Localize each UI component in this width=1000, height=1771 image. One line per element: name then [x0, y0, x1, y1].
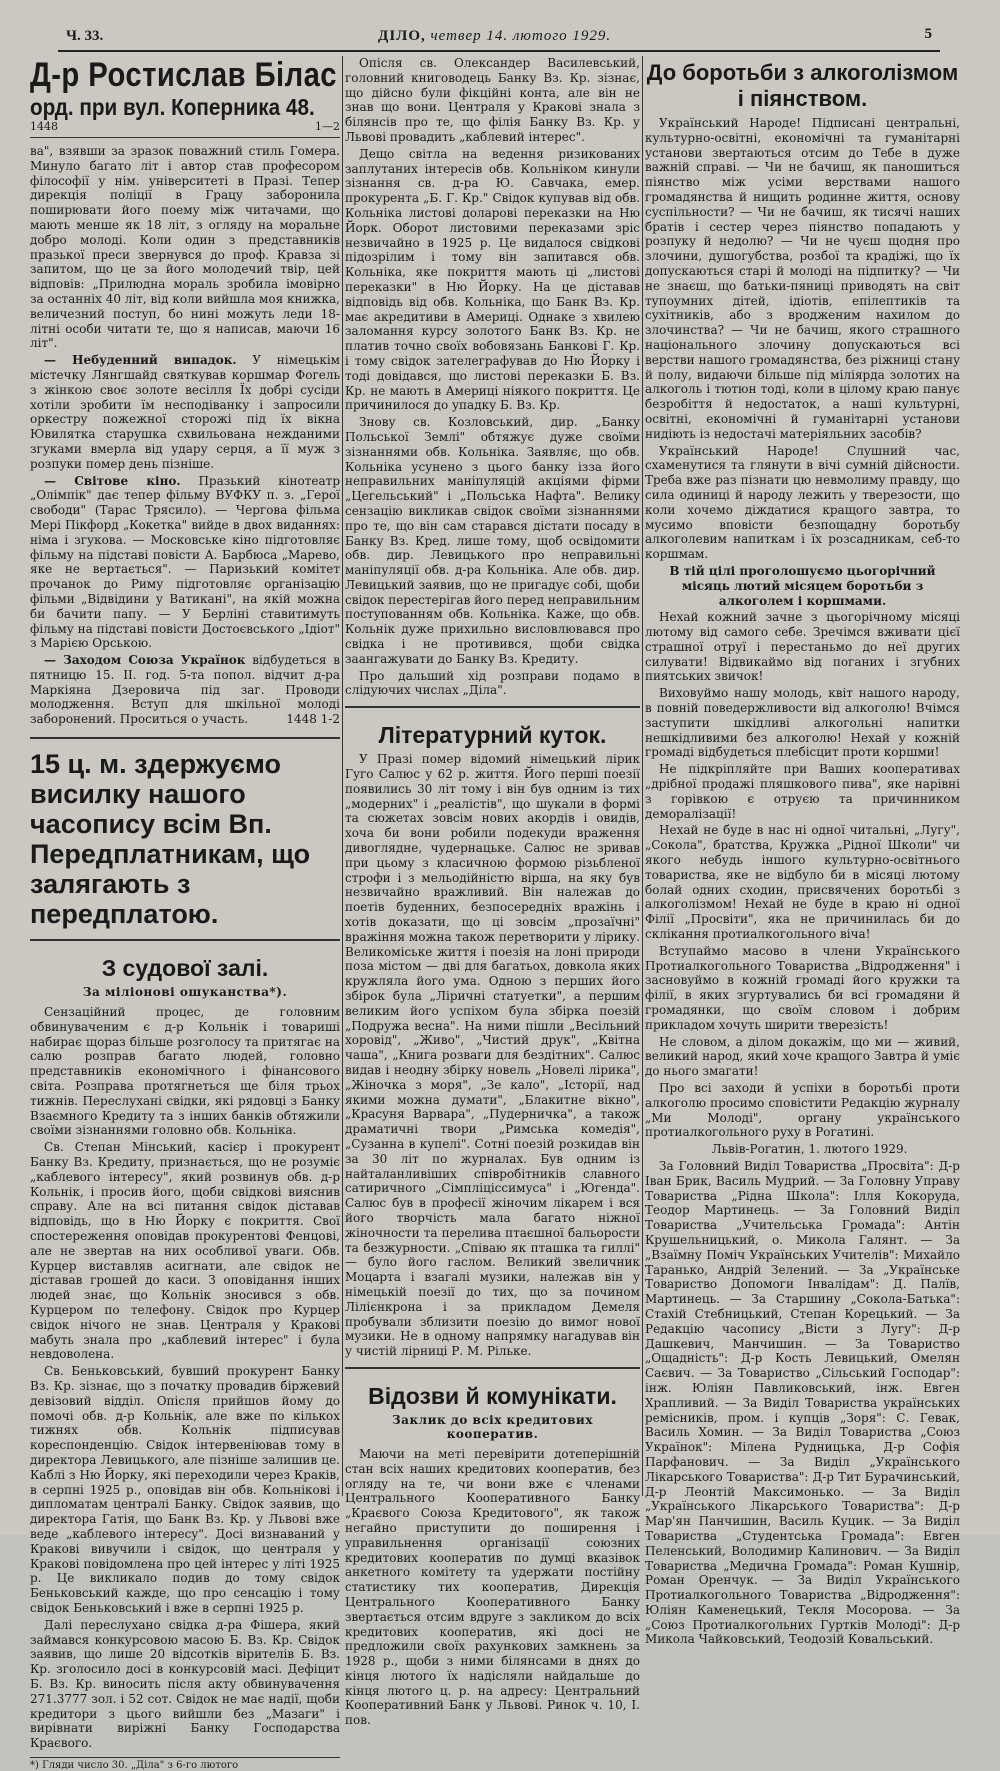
column-rule [642, 56, 643, 1496]
ad-address: орд. при вул. Коперника 48. [30, 94, 315, 120]
section-title: З судової залі. [101, 955, 269, 982]
ad-number: 1448 [30, 120, 58, 133]
column-rule [342, 56, 343, 1496]
news-lead: — Заходом Союза Українок [44, 653, 246, 668]
article-text: Не словом, а ділом докажім, що ми — живий, великий народ, який хоче кращого Завтра й уміє до нього змагати! [645, 1034, 960, 1079]
article-text: Дещо світла на ведення ризикованих заплутаних інтересів обв. Кольніком кинули зізнання св. д-ра Ю. Савчака, емер. прокурента „Б. Г. Кр." Свідок купував від обв. Кольніка листові доларові переказки на Ню Йорк. Оборот листовими переказами зріс незвичайно в 1925 р. Це видалося свідкові підозрілим і тому він запитався обв. Кольніка, яке покриття мають ці „листові переказки" в Ню Йорку. На це діставав відповідь від обв. Кольніка, що Банк Вз. Кр. має акредитиви в Америці. Однаке з хвилею заломання курсу золотого Банк Вз. Кр. не платив точно своїх вобовязань Банкові Г. Кр. і тому свідок зателеграфував до Ню Йорку і тоді довідався, що листові переказки Б. Вз. Кр. не мають в Америці ніякого покриття. Це причинилося до упадку Б. Вз. Кр. [345, 146, 640, 413]
news-lead: — Світове кіно. [44, 473, 181, 488]
article-text: Український Народе! Підписані центральні, культурно-освітні, економічні та гуманітарні установи звертаються отсим до Тебе в дуже важній справі. — Чи не бачиш, як паношиться піянство між усіми верствами нашого громадянства й нищить родинне життя, основу суспільности? — Чи не бачиш, як тисячі наших братів і сестер через піянство попадають у розпуку й недолю? — Чи не чуєш щодня про злочини, душогубства, розбої та крадіжі, що їх допускаються старі й молоді на підпитку? — Чи не знаєш, що батьки-пяниці приводять на світ тупоумних дітей, ідіотів, епілептиків та сухітників, або з вродженим нахилом до злочинства? — Чи не бачиш, якого страшного національного злочину допускаються всі верстви нашого громадянства, без ріжниці стану й полу, видаючи більше під міліярда золотих на алкоголь і тютюн тоді, коли в цілому краю панує безробіття й недостаток, а наші культурні, освітні, економічні й гуманітарні установи нидіють із недостачі матеріяльних засобів? [645, 116, 960, 441]
article-text: Св. Беньковський, бувший прокурент Банку Вз. Кр. зізнає, що з початку провадив біржевий девізовий відділ. Опісля прийшов йому до помочі обв. д-р Кольнік, але вже по кількох тижнях обв. Кольнік підписував кореспонденцію. Свідок інтервеніював тому в директора Левицького, але пізніше залишив це. Каблі з Ню Йорку, які переходили через Краків, в серпні 1925 р., оповідав він обв. Кольнікові і дипломатам централі Банку. Свідок заявив, що директора Гатія, що Банк Вз. Кр. у Львові вже веде „каблевого інтересу". Досі визнаваний у Кракові вивучили і свідок, що централя у Кракові повідомлена про цей інтерес у літі 1925 р. Це викликало подив до тому свідок Беньковський кажде, що про сенсацію і тому свідок Беньковський і вже в серпні 1925 р. [30, 1364, 340, 1615]
issue-number: Ч. 33. [66, 28, 104, 44]
article-text: Маючи на меті перевірити дотеперішній стан всіх наших кредитових кооператив, без огляду на те, чи вони вже є членами Центрального Кооперативного Банку „Краєвого Союза Кредитового", як також негайно приступити до поширення і управильнення організації союзних кредитових кооператив по думці вказівок анкетного комітету та удержати постійну статистику тих кооператив, Дирекція Центрального Кооперативного Банку звертається отсим вдруге з закликом до всіх кредитових кооператив, які досі не предложили своїх рахункових замкнень за 1928 р., щоби з ними білянсами в днях до кінця лютого їх надісляли найдальше до кінця лютого ц. р. на адресу: Центральний Кооперативний Банк у Львові. Ринок ч. 10, I. пов. [345, 1446, 640, 1728]
article-text: Знову св. Козловський, дир. „Банку Польської Землі" обтяжує дуже своїми зізнаннями обв. Кольніка. Заявляє, що обв. Кольніка усунено з цього банку ізза його неправильних маніпуляцій акціями фірми „Цегельський" і „Польська Нафта". Велику сензацію викликав свідок своїми зізнаннями про те, що він сам старався дістати посаду в Банку Вз. Кред. лише тому, щоб освідомити обв. дир. Левицького про неправильні маніпуляції обв. д-ра Кольніка. Але обв. дир. Левицький заявив, що не пригадує собі, щоби свідок перестерігав його перед неправильним поступованням обв. Кольніка. Каже, що обв. Кольнік дуже прихильно висловлювався про свідка і не противився, щоби свідка заангажувати до Банку Вз. Кредиту. [345, 415, 640, 666]
article-text: Український Народе! Слушний час, схаменутися та глянути в вічі сумній дійсности. Треба вже раз пізнати цю невмолиму правду, що сила одиниці й народу лежить у тверезости, що коли хочемо діждатися кращого завтра, то мусимо вповісти безпощадну боротьбу алкоголевим напиткам і їх розсадникам, себ-то коршмам. [645, 443, 960, 562]
news-text: Празький кінотеатр „Олімпік" дає тепер фільму ВУФКУ п. з. „Герої свободи" (Тарас Трясило). — Чергова фільма Мері Пікфорд „Кокетка" вийде в двох виданнях: німа і згукова. — Московське кіно підготовляє фільму на підставі повісти А. Барбюса „Марево, яке не вертається". — Паризький комітет прочанок до Риму підготовляє організацію фільми „Відвідини у Ватикані", на якій можна би бачити папу. — У Берліні ставитимуть фільму на підставі повісти Достоєвського „Ідіот" з Марією Орською. [30, 473, 340, 651]
article-text: Про дальший хід розправи подамо в слідуючих числах „Діла". [345, 668, 640, 698]
news-text: відбудеться в пятницю 15. II. год. 5-та попол. відчит д-ра Маркіяна Дзеровича під заг. Проводи молодження. Вступ для шкільної молоді заборонений. Проситься о участь. [30, 653, 340, 727]
section-title: До боротьби з алкоголізмом і піянством. [646, 60, 959, 111]
page-header [58, 24, 940, 52]
signatures: За Головний Виділ Товариства „Просвіта": Д-р Іван Брик, Василь Мудрий. — За Головну Управу Товариства „Рідна Школа": Ілля Кокоруда, Теодор Мартинець. — За Головний Виділ Товариства „Учительська Громада": Антін Крушельницький, о. Микола Галянт. — За „Взаїмну Поміч Українських Учителів": Михайло Таранько, Андрій Зелений. — За „Українське Товариство Допомоги Інвалідам": Д. Палїв, Мартинець. — За Старшину „Сокола-Батька": Стахій Стебницький, Степан Корецький. — За Редакцію часопису „Вісти з Лугу": Д-р Дашкевич, Манчишин. — За Товариство „Ощадність": Д-р Кость Левицький, Омелян Саєвич. — За Товариство „Сільський Господар": інж. Юліян Павликовський, інж. Евген Храпливий. — За Виділ Товариства українських ремісників, пром. і купців „Зоря": С. Гевак, Василь Хомин. — За Виділ Товариства „Союз Українок": Мілена Рудницька, Д-р Софія Парфанович. — За Виділ „Українського Лікарського Товариства": Д-р Тит Бурачинський, Д-р Леонтій Максимонько. — За Виділ „Українського Лікарського Товариства": Д-р Мар'ян Панчишин, Василь Куцик. — За Виділ Товариства „Студентська Громада": Евген Пеленський, Володимир Калинович. — За Виділ Товариства „Медична Громада": Роман Кушнір, Роман Оренчук. — За Виділ Українського Протиалкогольного Товариства „Відродження": Юліян Каменецький, Текля Мосорова. — За „Союз Протиалкогольних Гуртків Молоді": Д-р Микола Чайковський, Теодозій Ковальський. [645, 1158, 960, 1647]
article-text: Далі переслухано свідка д-ра Фішера, який займався конкурсовою масою Б. Вз. Кр. Свідок заявив, що лише 20 відсотків вірителів Б. Вз. Кр. зголосило досі в конкурсовій масі. Дефіцит Б. Вз. Кр. виносить після акту обвинувачення 271.3777 зол. і 52 сот. Свідок не має надії, щоби кредитори з цього вийшли без „Мазаги" і вирівнати виріжні Банку Господарства Краєвого. [30, 1617, 340, 1751]
subscription-notice: 15 ц. м. здержуємо висилку нашого часопису всім Вп. Передплатникам, що залягають з передплатою. [30, 737, 340, 941]
article-text: Опісля св. Олександер Василевський, головний книговодець Банку Вз. Кр. зізнає, що дійсно були фікційні конта, але він не знав що вони. Централя у Кракові знала з білянсів про те, що філія Банку Вз. Кр. у Львові провадить „каблевий інтерес". [345, 56, 640, 144]
section-subtitle: Заклик до всіх кредитових кооператив. [392, 1412, 593, 1441]
article-text: ва", взявши за зразок поважний стиль Гомера. Минуло багато літ і автор став професором філософії у нім. університеті в Празі. Тепер дирекція поліції в Грацу заборонила поширювати його поему між читачами, що мають менше як 18 літ, з огляду на моральне добро молоді. Коли один з представників празької преси звернувся до проф. Кравза зі запитом, що це за його молодечий твір, цей відповів: „Прилюдна мораль зробила імовірно за останніх 40 літ, від коли вийшла моя книжка, величезний поступ, бо нині можуть леди 18-літні особи читати те, що я написав, маючи 16 літ". [30, 144, 340, 351]
ad-number: 1448 1-2 [286, 712, 340, 727]
masthead-date: ДІЛО, четвер 14. лютого 1929. [378, 28, 612, 44]
article-highlight: В тій цілі проголошуємо цьогорічний місяць лютий місяцем боротьби з алкоголем і коршмами. [669, 563, 936, 608]
section-subtitle: За міліонові ошуканства*). [82, 985, 288, 1000]
article-text: Св. Степан Мінський, касієр і прокурент Банку Вз. Кредиту, признається, що не розуміє „каблевого інтересу", який розвинув обв. д-р Кольнік, і просив його, щоби свідкові вияснив справу. Але на всі питання свідок діставав відповідь, що в Ню Йорку є покриття. Свої спостереження оповідав прокурентові Фенцові, але не звертав на них особливої уваги. Обв. Курцер виставляв асигнати, але свідок не діставав грошей до каси. З оповідання інших людей знає, що Кольнік зносився з обв. Курцером по телефону. Свідок про Курцер свідок нічого не знав. Централя у Кракові мабуть знала про „каблевий інтерес" і була невдоволена. [30, 1140, 340, 1362]
article-text: Про всі заходи й успіхи в боротьбі проти алкоголю просимо сповістити Редакцію журналу „Ми Молоді", органу українського протиалкогольного руху в Рогатині. [645, 1081, 960, 1140]
article-text: Нехай не буде в нас ні одної читальні, „Лугу", „Сокола", братства, Кружка „Рідної Школи" чи якого небудь іншого культурно-освітнього товариства, яке не відбуло би в місяці лютому болай одних сходин, присвячених боротьбі з алкоголізмом! Нехай не буде в краю ні одної Філії „Просвіти", яка не причинилась би до склікання протиалкогольного віча! [645, 823, 960, 942]
section-title: Літературний куток. [378, 722, 607, 749]
article-text: Нехай кожний зачне з цьогорічному місяці лютому від самого себе. Зречімся вживати цієї страшної отруї і перестаньмо до неї других силувати! Відвикаймо від поганих і згубних пиятських звичок! [645, 610, 960, 684]
column-1 [30, 56, 340, 1771]
ad-count: 1—2 [315, 120, 340, 133]
article-text: У Празі помер відомий німецький лірик Гуго Салюс у 62 р. життя. Його перші поезії появились 30 літ тому і він був одним із тих „модерних" і „реалістів", що шукали в формі та сюжетах зовсім нових акордів і овидів, хоча би вони робили подекуди враження дивоглядне, чудернацьке. Салюс не зривав при цьому з класичною формою різьбленої строфи і з мельодійністю вірша, на яку був незвичайно вражливий. Він належав до поетів буденних, безпосередніх вражінь і хотів доказати, що ці зовсім „прозаїчні" вражіння можна також перетворити у лірику. Великоміське життя і поезія на лоні природи поза містом — дві для багатьох, довкола яких кружляла його ума. Одною з перших його збірок була „Ліричні статуетки", а першим великим його успіхом була збірка поезій „Подружа весна". На ними пішли „Весільний хоровід", „Живо", „Чистий друк", „Квітна чаша", „Книга розваги для бездітних". Салюс видав і неодну збірку новель „Новелі лірика", „Жіночка з моря", „Зе кало", „Історії, над якими можна думати", „Блакитне вікно", „Красуня Варвара", „Пудерничка", а також драматичні твори „Римська комедія", „Сузанна в купелі". Сотні поезій розкидав він за 30 літ по журналах. Був одним із найталанливіших співробітників славного сатиричного „Сімпліціссимуса" і „Югенда". Салюс був в професії жіночим лікарем і вся його творчість мала багато ніжної жіночности та перелива птаєшної бальорости та безжурности. „Співаю як пташка та гиллі" — було його гаслом. Великий звеличник Моцарта і взагалі музики, належав він у німецькій поезії до тих, що за почином Лілієнкрона і за прикладом Демеля пробували зблизити поезію до вимог нової музики. Не в одному напрямку нагадував він у чистій лірниці Р. М. Рільке. [345, 752, 640, 1359]
news-lead: — Небуденний випадок. [44, 353, 237, 368]
article-text: Не підкріпляйте при Ваших кооперативах „дрібної продажі пляшкового пива", яке нарівні з горівкою є отруєю та причинником деморалізації! [645, 762, 960, 821]
ad-doctor-name: Д-р Ростислав Білас [30, 56, 337, 94]
news-text: У німецькім містечку Лянгшайд святкував коршмар Фогель з жінкою своє золоте весілля Їх добрі сусіди хотіли зробити їм несподіванку і запросили оркестру пожежної сторожі під їх вікна Ювилятка старушка схвильована нежданими згуками вмерла від удару серця, а її муж з розпуки помер день пізніше. [30, 353, 340, 471]
place-date: Львів-Рогатин, 1. лютого 1929. [711, 1142, 908, 1157]
column-3 [645, 56, 960, 1647]
column-2 [345, 56, 640, 1728]
article-text: Виховуймо нашу молодь, квіт нашого народу, в повній поведержливости від алкоголю! Вчімся заступити шкідливі алкогольні напитки нешкідливими без алкоголю! Нехай у кожній громаді відбудеться плебісцит проти коршми! [645, 686, 960, 760]
section-title: Відозви й комунікати. [368, 1382, 617, 1409]
article-text: Сензаційний процес, де головним обвинуваченим є д-р Кольнік і товариші набирає щораз більше розголосу та притягає на салю розправ багато людей, головно представників економічного і фінансового світа. Розправа протягнеться ще біля трьох тижнів. Переслухані свідки, які рядовці з Банку Взаємного Кредиту та з інших банків обтяжили своїми зізнаннями головно обв. Кольніка. [30, 1005, 340, 1138]
doctor-advertisement [30, 56, 340, 138]
page-number: 5 [924, 26, 932, 42]
footnote: *) Гляди число 30. „Діла" з 6-го лютого [30, 1757, 340, 1771]
article-text: Вступаймо масово в члени Українського Протиалкогольного Товариства „Відродження" і засновуймо в кожній громаді його кружки та філії, в яких згуртувались би всі громадяни й громадянки, що своїм словом і добрим прикладом хочуть ширити тверезість! [645, 943, 960, 1032]
